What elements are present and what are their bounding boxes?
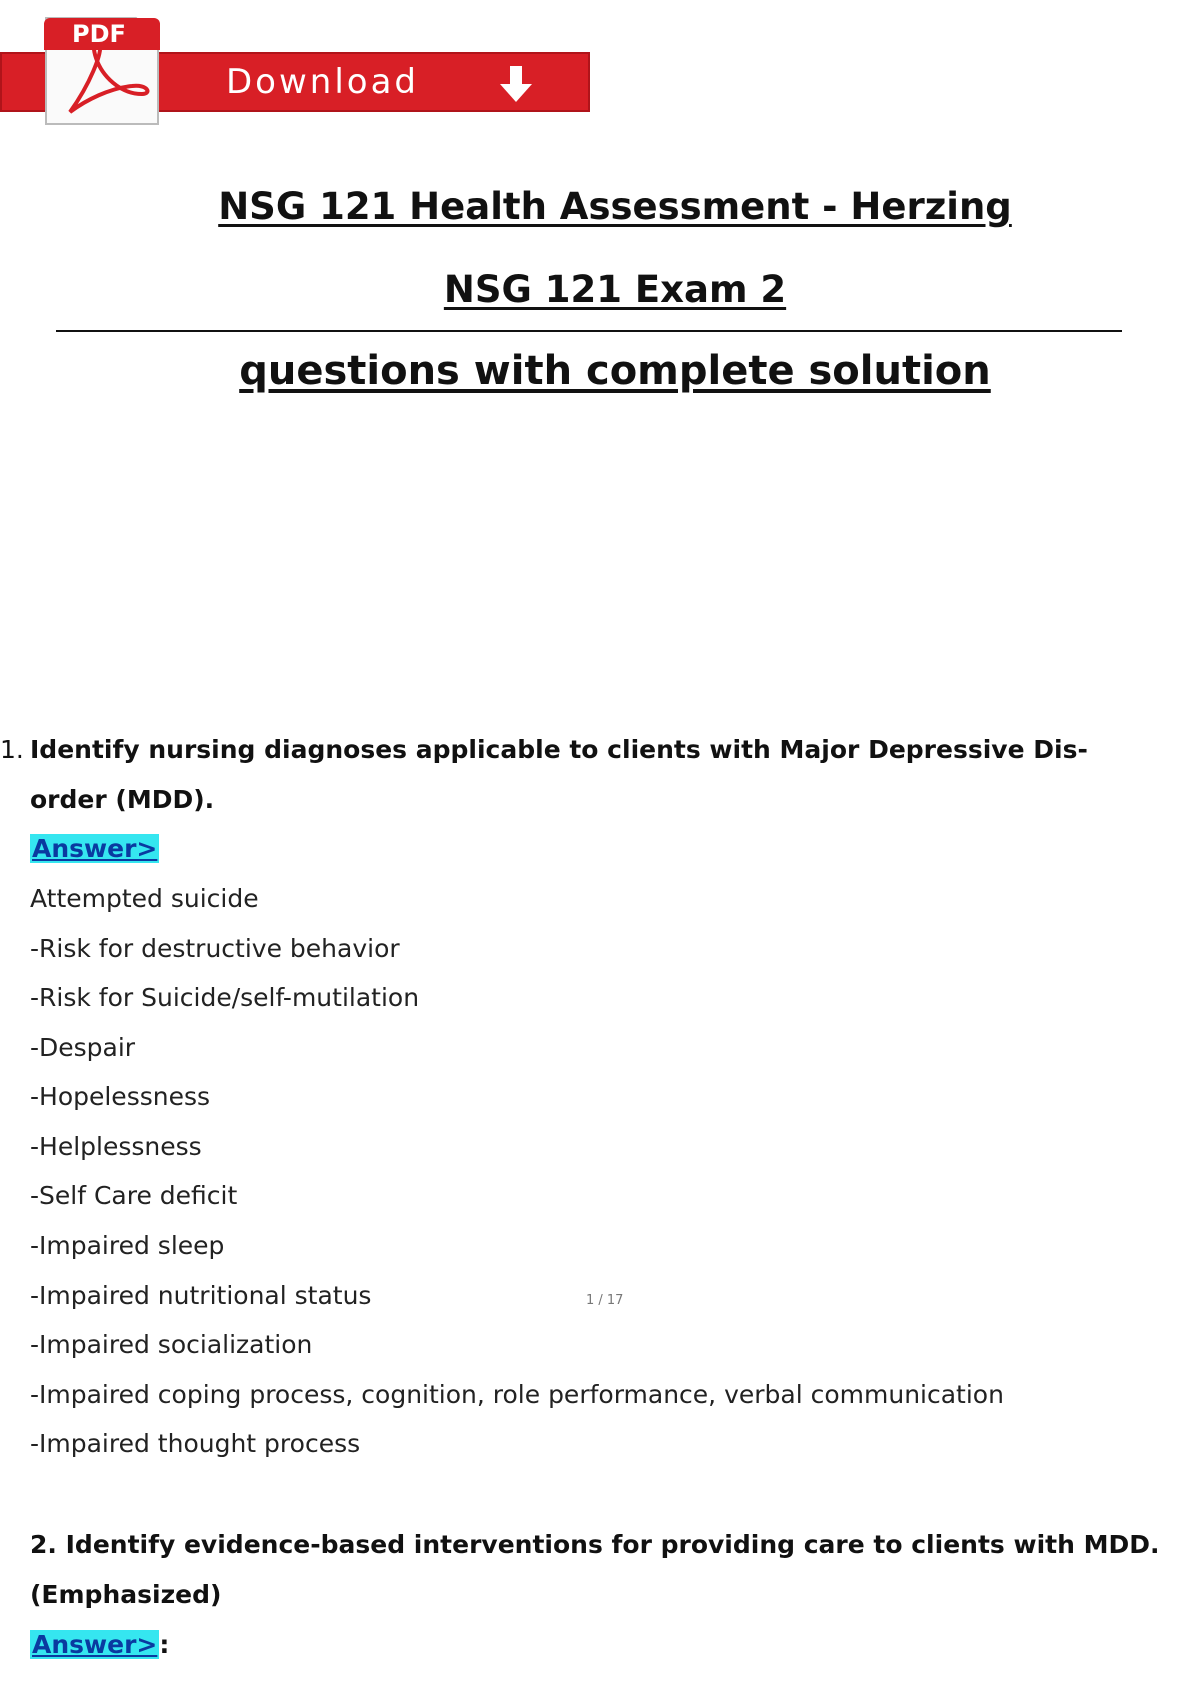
answer-item: Attempted suicide — [30, 884, 259, 913]
question-2 — [30, 1530, 1160, 1559]
pdf-label: PDF — [44, 18, 160, 50]
page-indicator: 1 / 17 — [586, 1293, 624, 1308]
answer-item: -Impaired nutritional status — [30, 1281, 372, 1310]
answer-heading — [30, 834, 159, 863]
question-text-cont: (Emphasized) — [30, 1580, 222, 1609]
answer-item: -Risk for destructive behavior — [30, 934, 400, 963]
document-subtitle: questions with complete solution — [239, 348, 991, 394]
question-number: 1. — [0, 735, 24, 764]
download-label: Download — [226, 62, 420, 102]
download-arrow-icon — [496, 64, 536, 104]
question-1 — [0, 735, 1088, 764]
answer-suffix: : — [159, 1630, 170, 1659]
question-text-cont: order (MDD). — [30, 785, 215, 814]
document-title: NSG 121 Health Assessment - Herzing — [218, 185, 1012, 228]
answer-item: -Self Care deficit — [30, 1181, 238, 1210]
answer-item: -Impaired sleep — [30, 1231, 225, 1260]
answer-item: -Helplessness — [30, 1132, 202, 1161]
answer-label: Answer> — [32, 834, 158, 863]
pdf-file-icon — [40, 14, 162, 126]
download-banner[interactable] — [0, 10, 600, 120]
question-text: Identify evidence-based interventions for providing care to clients with MDD. — [65, 1530, 1160, 1559]
question-text: Identify nursing diagnoses applicable to clients with Major Depressive Dis- — [30, 735, 1088, 764]
title-divider — [56, 330, 1122, 332]
question-number: 2. — [30, 1530, 57, 1559]
answer-item: -Risk for Suicide/self-mutilation — [30, 983, 420, 1012]
answer-item: -Impaired coping process, cognition, role performance, verbal communication — [30, 1380, 1004, 1409]
answer-label: Answer> — [32, 1630, 158, 1659]
answer-heading — [30, 1630, 169, 1659]
answer-item: -Impaired thought process — [30, 1429, 361, 1458]
exam-title: NSG 121 Exam 2 — [443, 268, 787, 311]
answer-item: -Impaired socialization — [30, 1330, 313, 1359]
answer-item: -Despair — [30, 1033, 136, 1062]
answer-item: -Hopelessness — [30, 1082, 211, 1111]
